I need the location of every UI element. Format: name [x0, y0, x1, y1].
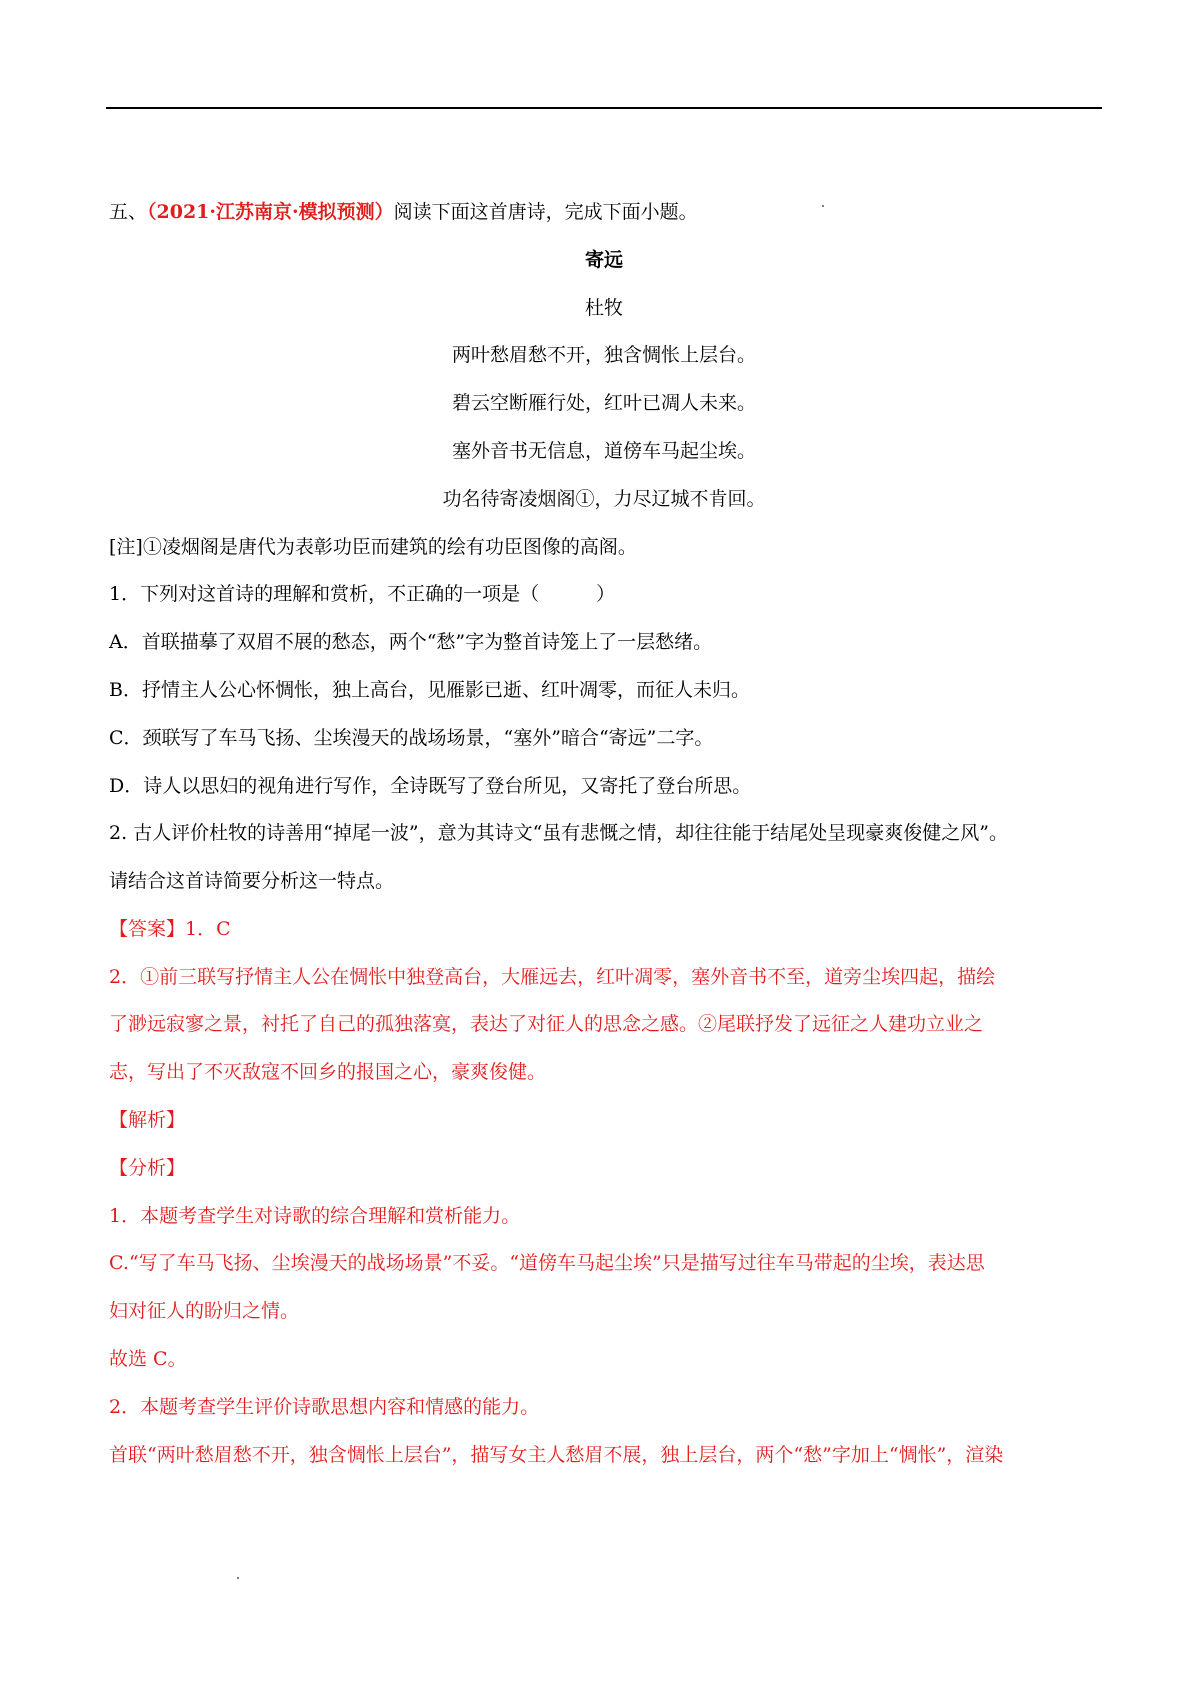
- answer-q2-line: 了渺远寂寥之景，衬托了自己的孤独落寞，表达了对征人的思念之感。②尾联抒发了远征之人建功立业之: [109, 1013, 984, 1035]
- q2-stem: 2. 古人评价杜牧的诗善用“掉尾一波”，意为其诗文“虽有悲慨之情，却往往能于结尾处呈现豪爽俊健之风”。: [109, 822, 1009, 844]
- poem-line: 碧云空断雁行处，红叶已凋人未来。: [451, 392, 756, 414]
- annotation-note: [注]①凌烟阁是唐代为表彰功臣而建筑的绘有功臣图像的高阁。: [109, 536, 637, 558]
- header-rule: [106, 107, 1102, 109]
- document-body: [109, 200, 1099, 1468]
- q2-stem-cont: 请结合这首诗简要分析这一特点。: [109, 870, 395, 892]
- analysis-line: 妇对征人的盼归之情。: [109, 1300, 300, 1322]
- poem-author: 杜牧: [584, 297, 623, 319]
- poem-line: 两叶愁眉愁不开，独含惆怅上层台。: [451, 344, 756, 366]
- fenxi-label: 【分析】: [109, 1157, 186, 1179]
- answer-q1: 1．C: [185, 918, 231, 940]
- speck-mark: [237, 1577, 239, 1579]
- poem-title: 寄远: [584, 249, 623, 271]
- question-instruction: 阅读下面这首唐诗，完成下面小题。: [393, 201, 698, 223]
- q1-option-d: D．诗人以思妇的视角进行写作，全诗既写了登台所见，又寄托了登台所思。: [109, 775, 752, 797]
- analysis-line: C.“写了车马飞扬、尘埃漫天的战场场景”不妥。“道傍车马起尘埃”只是描写过往车马带起的尘埃，表达思: [109, 1252, 985, 1274]
- answer-q2-line: 志，写出了不灭敌寇不回乡的报国之心，豪爽俊健。: [109, 1061, 547, 1083]
- answer-label: 【答案】: [109, 918, 186, 940]
- jiexi-label: 【解析】: [109, 1109, 186, 1131]
- answer-q2-line: 2．①前三联写抒情主人公在惆怅中独登高台，大雁远去，红叶凋零，塞外音书不至，道旁尘埃四起，描绘: [109, 966, 996, 988]
- question-source: （2021·江苏南京·模拟预测）: [147, 201, 394, 223]
- analysis-line: 故选 C。: [109, 1348, 187, 1370]
- poem-line: 塞外音书无信息，道傍车马起尘埃。: [451, 440, 756, 462]
- answer-line: [109, 917, 1099, 942]
- q1-stem: 1．下列对这首诗的理解和赏析，不正确的一项是（ ）: [109, 583, 616, 605]
- question-prefix: 五、: [109, 201, 148, 223]
- q1-option-b: B．抒情主人公心怀惆怅，独上高台，见雁影已逝、红叶凋零，而征人未归。: [109, 679, 750, 701]
- question-heading: [109, 200, 1099, 225]
- q1-option-a: A．首联描摹了双眉不展的愁态，两个“愁”字为整首诗笼上了一层愁绪。: [109, 631, 713, 653]
- poem-line: 功名待寄凌烟阁①，力尽辽城不肯回。: [442, 488, 766, 510]
- analysis-line: 首联“两叶愁眉愁不开，独含惆怅上层台”，描写女主人愁眉不展，独上层台，两个“愁”字加上“惆怅”，渲染: [109, 1444, 1004, 1466]
- q1-option-c: C．颈联写了车马飞扬、尘埃漫天的战场场景，“塞外”暗合“寄远”二字。: [109, 727, 714, 749]
- analysis-line: 2．本题考查学生评价诗歌思想内容和情感的能力。: [109, 1396, 540, 1418]
- analysis-line: 1．本题考查学生对诗歌的综合理解和赏析能力。: [109, 1205, 521, 1227]
